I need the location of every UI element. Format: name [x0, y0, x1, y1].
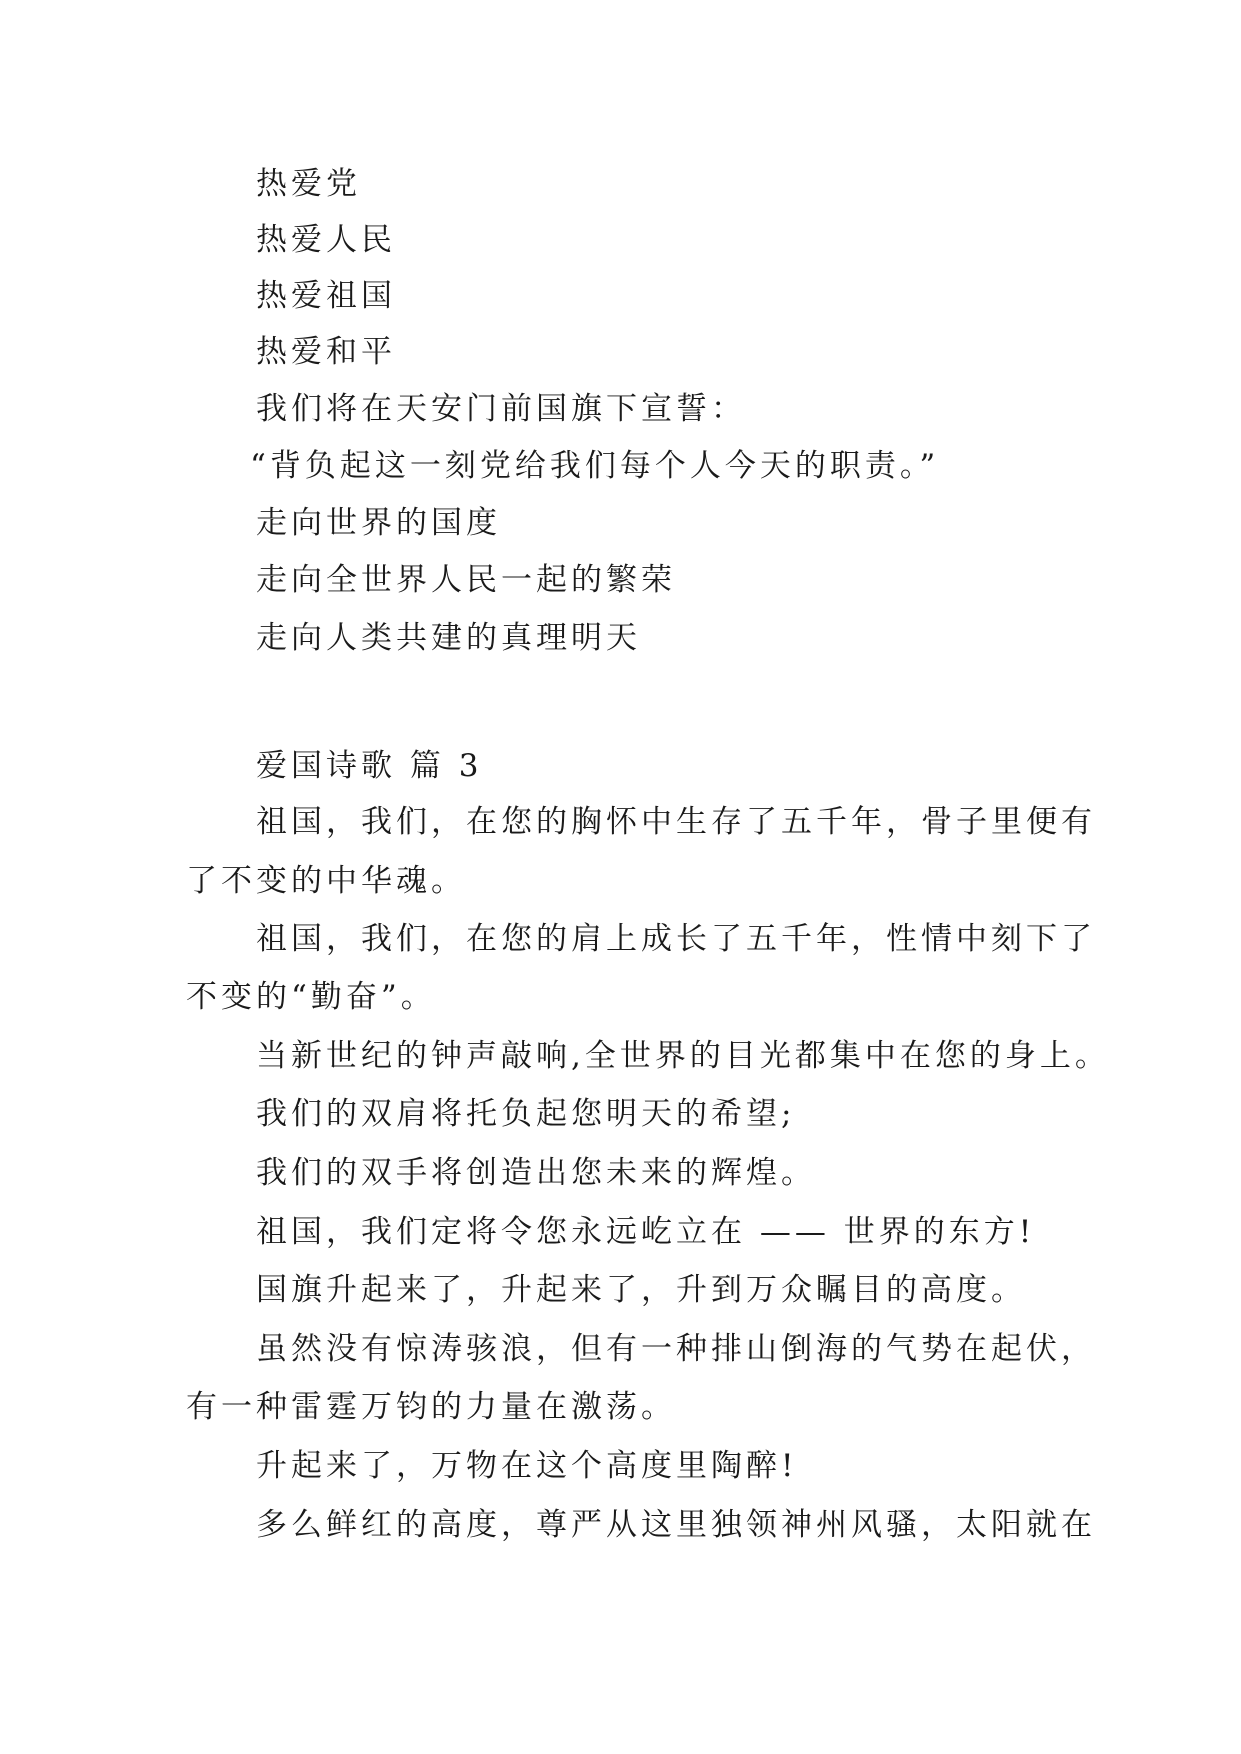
poem-line: 我们的双手将创造出您未来的辉煌。 [256, 1155, 816, 1191]
poem-line: 国旗升起来了，升起来了，升到万众瞩目的高度。 [256, 1272, 1026, 1308]
poem-line: 了不变的中华魂。 [186, 863, 466, 899]
poem-line: 热爱祖国 [256, 278, 396, 314]
poem-line: 祖国，我们，在您的肩上成长了五千年，性情中刻下了 [256, 921, 1096, 957]
poem-line: 升起来了，万物在这个高度里陶醉! [256, 1448, 798, 1484]
poem-line: 热爱党 [256, 166, 361, 202]
poem-line: 热爱和平 [256, 334, 396, 370]
poem-line: 有一种雷霆万钧的力量在激荡。 [186, 1389, 676, 1425]
poem-line: 多么鲜红的高度，尊严从这里独领神州风骚，太阳就在 [256, 1507, 1096, 1543]
poem-line: 祖国，我们定将令您永远屹立在 —— 世界的东方! [256, 1214, 1036, 1250]
poem-line: 我们的双肩将托负起您明天的希望; [256, 1096, 796, 1132]
poem-line: 走向世界的国度 [256, 505, 501, 541]
poem-line: 走向全世界人民一起的繁荣 [256, 562, 676, 598]
poem-line: 虽然没有惊涛骇浪，但有一种排山倒海的气势在起伏， [256, 1331, 1096, 1367]
poem-line: 走向人类共建的真理明天 [256, 620, 641, 656]
poem-line: 我们将在天安门前国旗下宣誓： [256, 391, 746, 427]
poem-line: 热爱人民 [256, 222, 396, 258]
poem-line: 祖国，我们，在您的胸怀中生存了五千年，骨子里便有 [256, 804, 1096, 840]
poem-line: 当新世纪的钟声敲响,全世界的目光都集中在您的身上。 [256, 1038, 1110, 1074]
poem-line: “背负起这一刻党给我们每个人今天的职责。” [250, 448, 940, 484]
poem-line: 不变的“勤奋”。 [186, 979, 436, 1015]
section-heading: 爱国诗歌 篇 3 [256, 748, 483, 784]
